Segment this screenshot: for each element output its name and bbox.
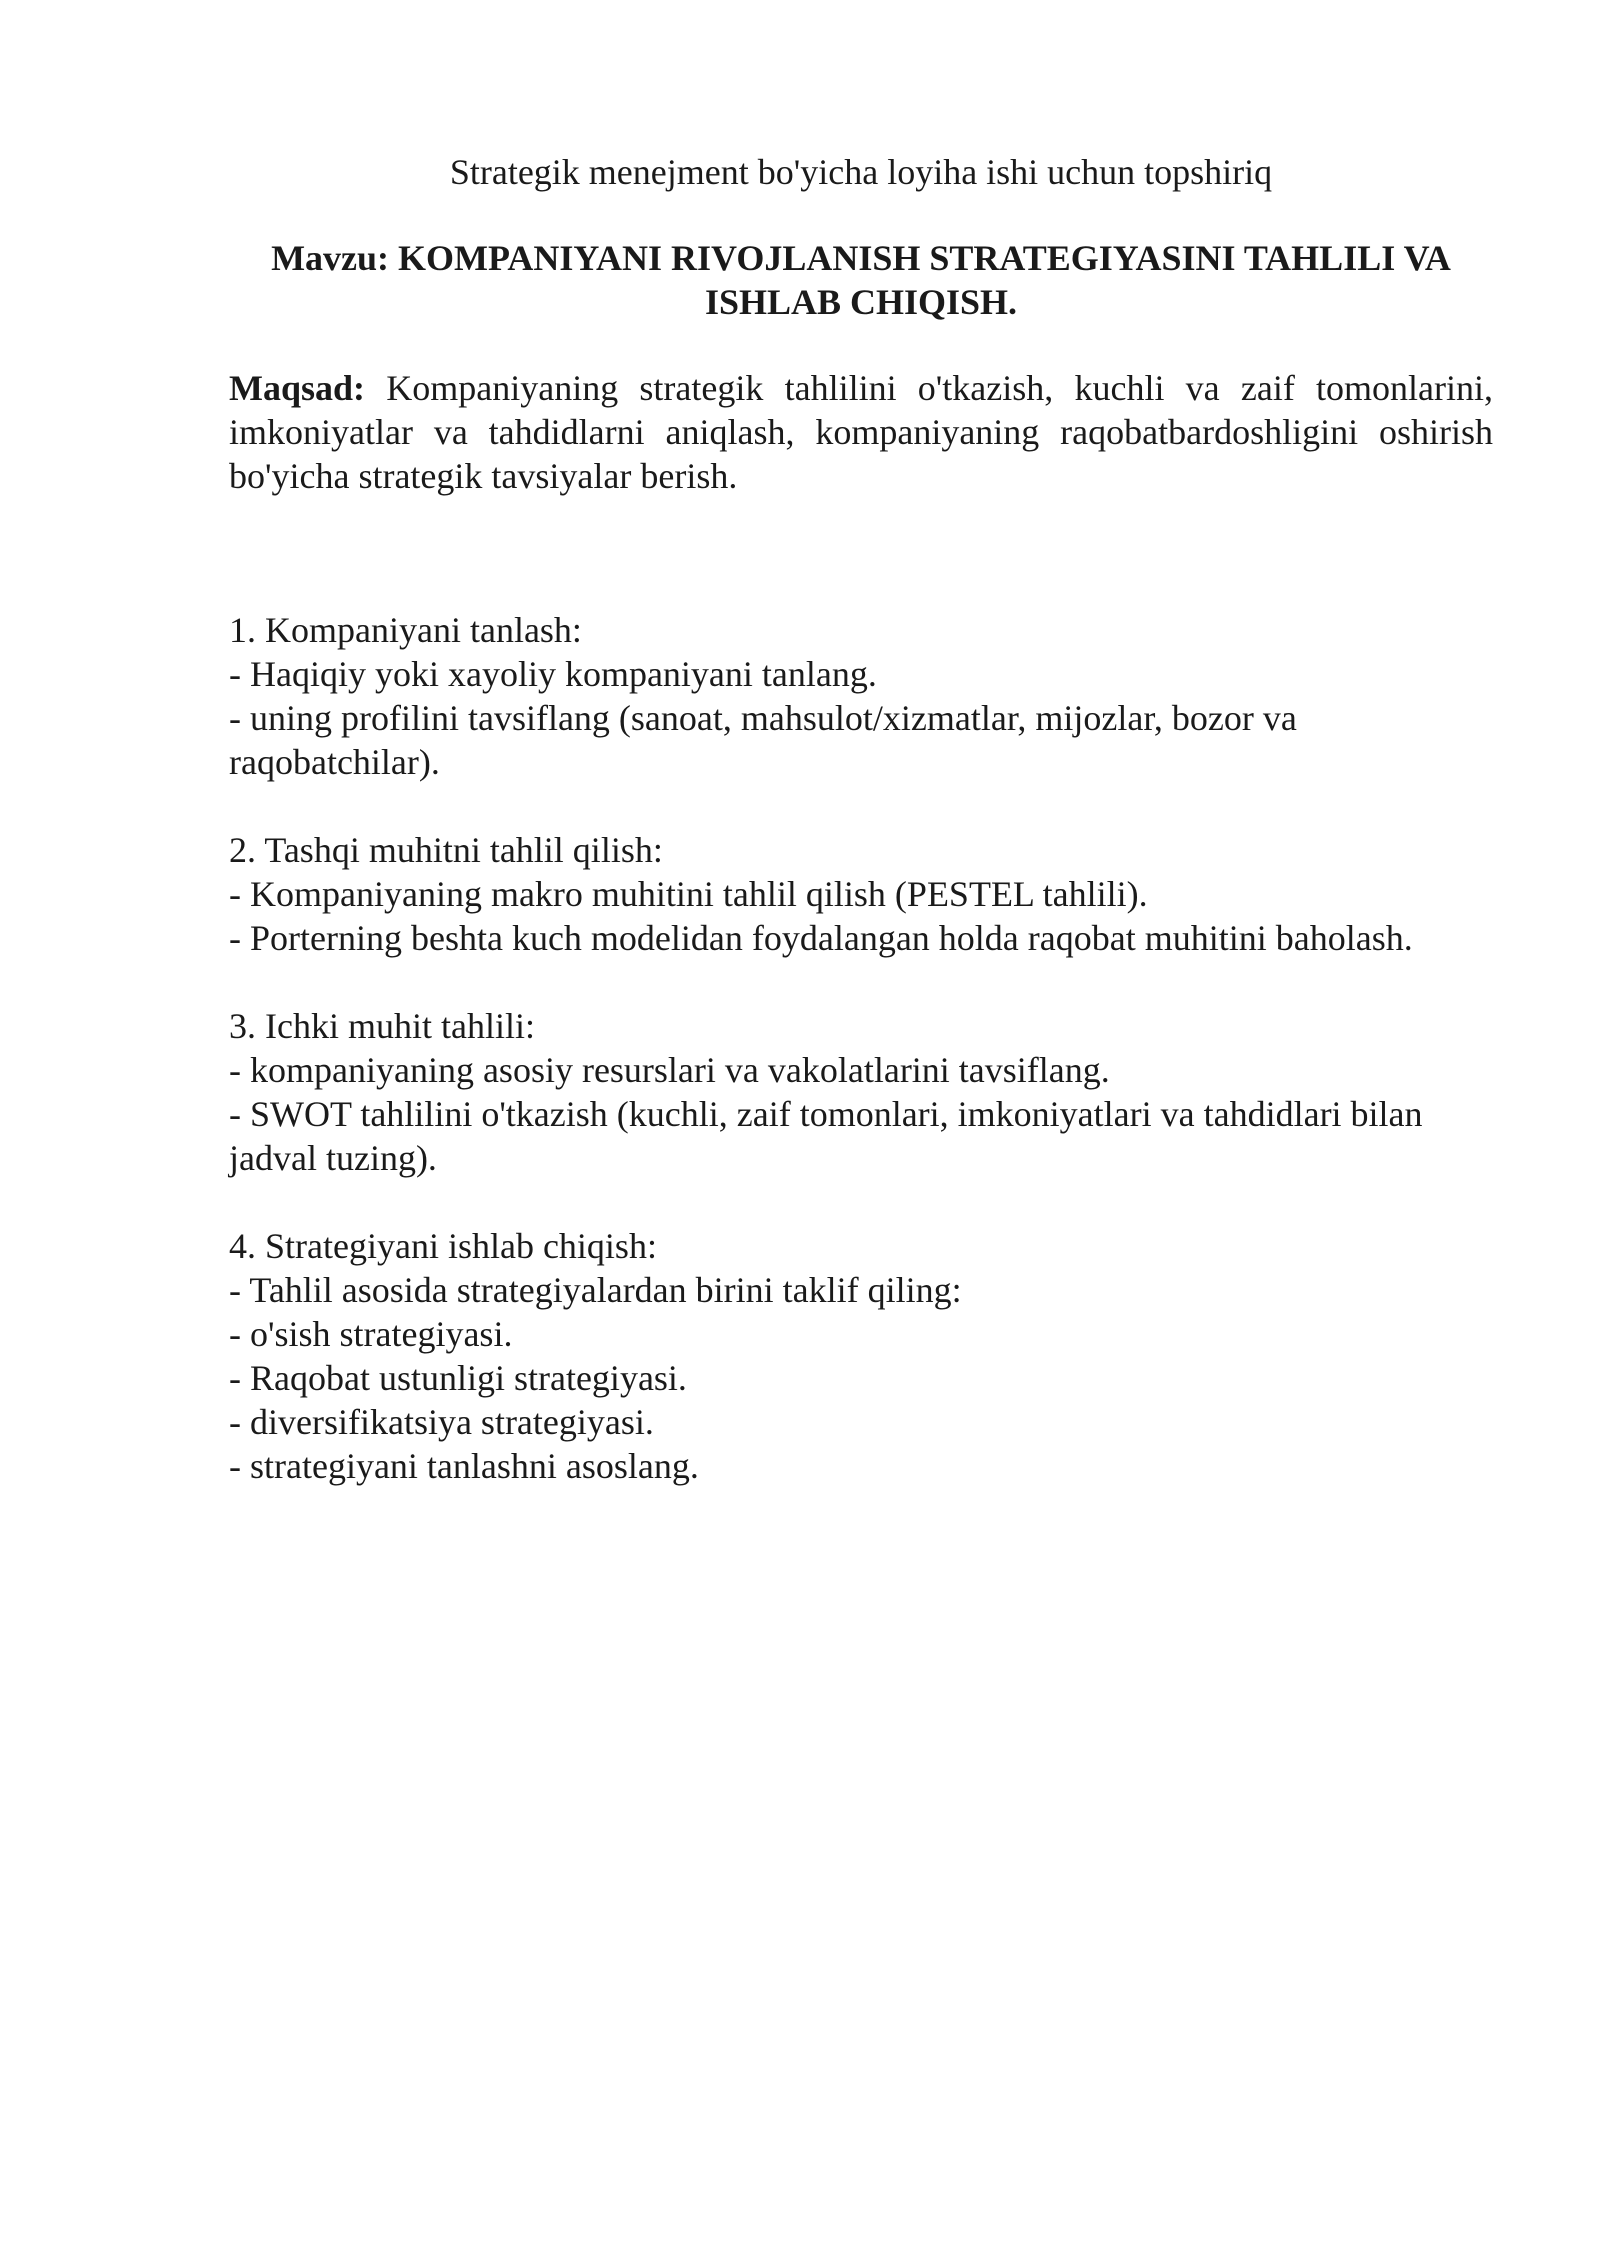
section-line: - strategiyani tanlashni asoslang. [229,1446,699,1486]
section-title: 3. Ichki muhit tahlili: [229,1006,535,1046]
section-line: - Kompaniyaning makro muhitini tahlil qilish (PESTEL tahlili). [229,874,1148,914]
document-page [229,150,1493,1532]
section-line: - SWOT tahlilini o'tkazish (kuchli, zaif tomonlari, imkoniyatlari va tahdidlari bilan jadval tuzing). [229,1094,1423,1178]
section-line: - Haqiqiy yoki xayoliy kompaniyani tanlang. [229,654,877,694]
section-external-analysis [229,828,1493,960]
section-internal-analysis [229,1004,1493,1180]
section-company-selection [229,608,1493,784]
section-line: - kompaniyaning asosiy resurslari va vakolatlarini tavsiflang. [229,1050,1110,1090]
section-line: - Tahlil asosida strategiyalardan birini taklif qiling: [229,1270,962,1310]
section-line: - Raqobat ustunligi strategiyasi. [229,1358,687,1398]
section-title: 4. Strategiyani ishlab chiqish: [229,1226,657,1266]
section-title: 1. Kompaniyani tanlash: [229,610,582,650]
section-line: - o'sish strategiyasi. [229,1314,513,1354]
document-heading: Strategik menejment bo'yicha loyiha ishi uchun topshiriq [449,152,1273,192]
document-topic: Mavzu: KOMPANIYANI RIVOJLANISH STRATEGIYASINI TAHLILI VA ISHLAB CHIQISH. [271,238,1451,322]
goal-label: Maqsad: [229,368,366,408]
section-title: 2. Tashqi muhitni tahlil qilish: [229,830,663,870]
document-goal [229,366,1493,498]
section-line: - uning profilini tavsiflang (sanoat, mahsulot/xizmatlar, mijozlar, bozor va raqobatchilar). [229,698,1297,782]
goal-text: Kompaniyaning strategik tahlilini o'tkazish, kuchli va zaif tomonlarini, imkoniyatlar va tahdidlarni aniqlash, kompaniyaning raqobatbardoshligini oshirish bo'yicha strategik tavsiyalar berish. [229,368,1493,496]
section-line: - diversifikatsiya strategiyasi. [229,1402,654,1442]
section-line: - Porterning beshta kuch modelidan foydalangan holda raqobat muhitini baholash. [229,918,1413,958]
section-strategy-development [229,1224,1493,1488]
